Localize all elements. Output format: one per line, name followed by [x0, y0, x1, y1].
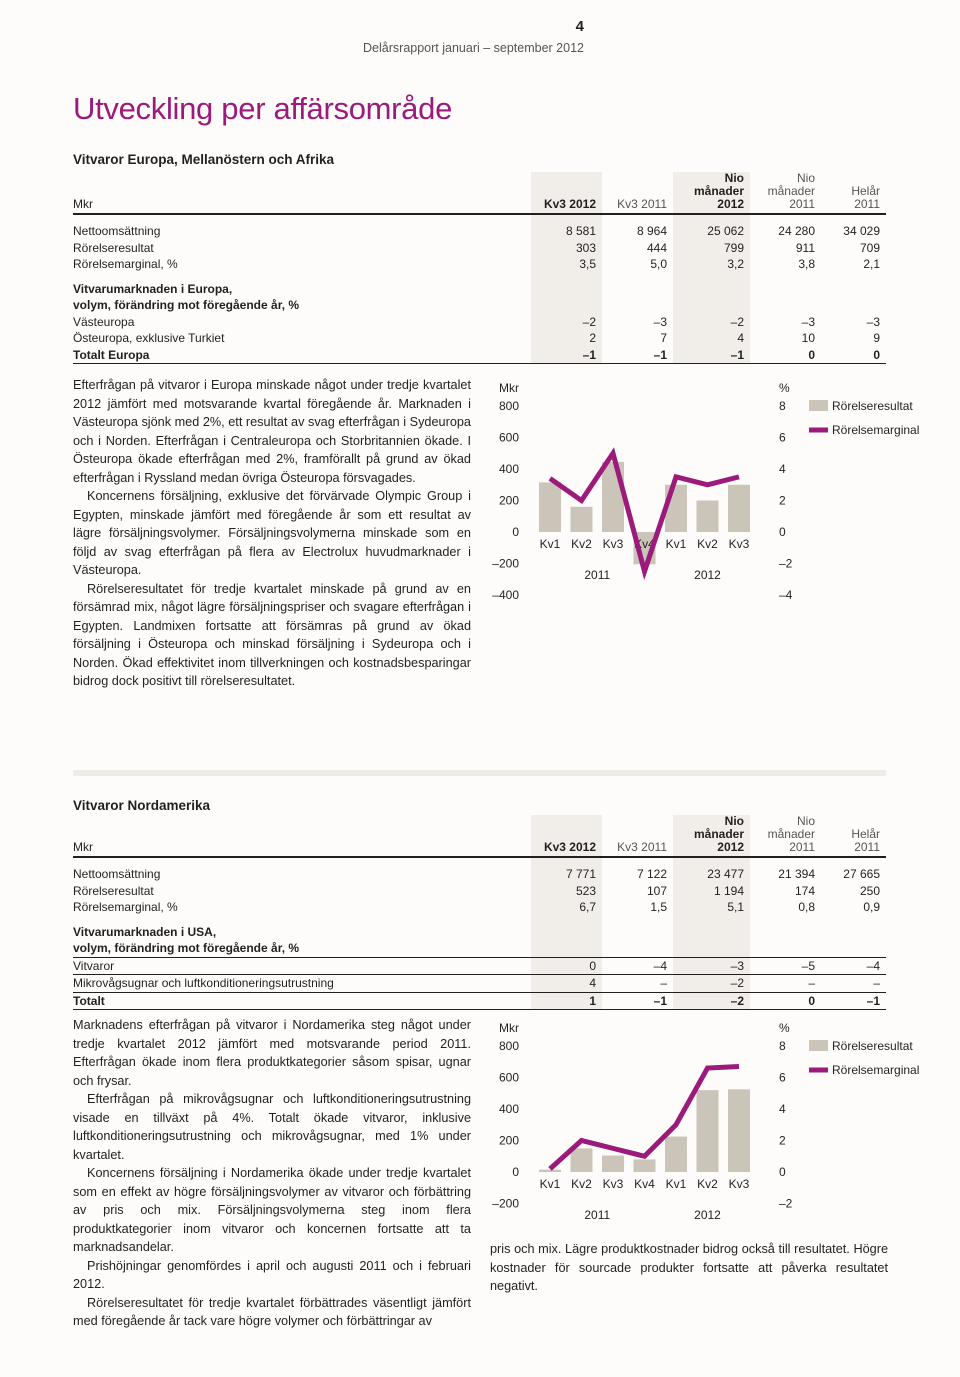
right-tick-label: 8: [779, 399, 786, 413]
paragraph: Rörelseresultatet för tredje kvartalet förbättrades väsentligt jämfört med föregående år tack vare högre volymer och förbättringar av: [73, 1295, 471, 1328]
body-text-north-america-continued: [490, 1240, 888, 1296]
category-label: Kv1: [539, 1177, 561, 1191]
col-header: Nio månader 2011: [767, 171, 815, 211]
right-tick-label: 0: [779, 1165, 786, 1179]
col-header: Helår 2011: [851, 827, 880, 854]
table-row: Vitvaror 0 –4 –3 –5 –4: [73, 957, 886, 975]
col-header: Helår 2011: [851, 184, 880, 211]
category-label: Kv1: [539, 537, 561, 551]
table-row: Rörelseresultat 523 107 1 194 174 250: [73, 883, 880, 898]
section-divider: [73, 770, 886, 776]
left-tick-label: 600: [498, 1070, 519, 1085]
col-header: Kv3 2012: [531, 815, 602, 857]
category-label: Kv3: [602, 1177, 624, 1191]
year-label: 2012: [694, 1208, 721, 1222]
legend-label: Rörelseresultat: [832, 399, 913, 413]
paragraph: Efterfrågan på mikrovågsugnar och luftkonditioneringsutrustning visade en tillväxt på 4%. Totalt ökade vitvaror, inklusive luftkonditioneringsutrustning och mikrovågsugnar, med 1% under kvartalet.: [73, 1092, 471, 1162]
chart-bar: [728, 1089, 750, 1172]
chart-bar: [539, 1170, 561, 1172]
main-title: Utveckling per affärsområde: [73, 91, 453, 126]
chart-bar: [539, 482, 561, 532]
table-row: Rörelsemarginal, % 3,5 5,0 3,2 3,8 2,1: [73, 257, 880, 271]
col-header: Nio månader 2011: [767, 814, 815, 854]
left-tick-label: –200: [492, 1196, 519, 1211]
table-row: Nettoomsättning 7 771 7 122 23 477 21 394 27 665: [73, 867, 880, 881]
table-total-row: Totalt 1 –1 –2 0 –1: [73, 992, 886, 1010]
right-tick-label: 0: [779, 525, 786, 539]
chart-bar: [602, 1155, 624, 1172]
chart-bar: [728, 485, 750, 532]
legend-label: Rörelsemarginal: [832, 423, 920, 437]
right-tick-label: –4: [779, 588, 793, 602]
category-label: Kv4: [634, 1177, 655, 1191]
paragraph: Efterfrågan på vitvaror i Europa minskade något under tredje kvartalet 2012 jämfört med motsvarande kvartal föregående år. Marknaden i Västeuropa sjönk med 2%, ett resultat av svag efterfrågan i Sydeuropa och i Norden. Efterfrågan i Centraleuropa och Storbritannien ökade. I Östeuropa ökade efterfrågan med 2%, framförallt på grund av ökad efterfrågan i Ryssland medan övriga Östeuropa försvagades.: [73, 378, 471, 485]
left-tick-label: 200: [498, 493, 519, 508]
chart-bar: [697, 501, 719, 533]
left-tick-label: 0: [512, 525, 519, 539]
right-tick-label: 2: [779, 493, 786, 508]
left-axis-label: Mkr: [499, 1021, 519, 1035]
right-tick-label: –2: [779, 556, 793, 571]
right-axis-label: %: [779, 1021, 790, 1035]
chart-bar: [665, 485, 687, 532]
category-label: Kv2: [571, 537, 592, 551]
kpi-table-north-america: [73, 815, 886, 1010]
paragraph: Marknadens efterfrågan på vitvaror i Nordamerika steg något under tredje kvartalet 2012 jämfört med motsvarande period 2011. Efterfrågan ökade inom flera produktkategorier såsom spisar, ugnar och frysar.: [73, 1018, 471, 1088]
legend-swatch-bar: [809, 400, 828, 411]
left-tick-label: 400: [498, 1102, 519, 1116]
left-tick-label: 200: [498, 1133, 519, 1148]
table-row: Mikrovågsugnar och luftkonditioneringsutrustning 4 – –2 – –: [73, 975, 886, 993]
legend-label: Rörelsemarginal: [832, 1063, 920, 1077]
left-tick-label: –400: [492, 588, 519, 602]
table-row: Rörelsemarginal, % 6,7 1,5 5,1 0,8 0,9: [73, 900, 880, 914]
paragraph: Rörelseresultatet för tredje kvartalet minskade på grund av en försämrad mix, något lägre försäljningspriser och svagare efterfrågan i Egypten. Landmixen fortsatte att försämras på grund av ökad försäljning i Östeuropa och minskad försäljning i Sydeuropa och i Norden. Ökad effektivitet inom tillverkningen och kostnadsbesparingar bidrog dock positivt till rörelseresultatet.: [73, 581, 471, 688]
market-title-row: Vitvarumarknaden i USA,: [73, 924, 886, 941]
page-number: 4: [575, 18, 584, 35]
category-label: Kv1: [665, 1177, 687, 1191]
chart-north-america: [485, 1012, 925, 1232]
left-tick-label: –200: [492, 556, 519, 571]
section-title-north-america: Vitvaror Nordamerika: [73, 798, 211, 813]
table-total-row: Totalt Europa –1 –1 –1 0 0: [73, 347, 886, 364]
paragraph: pris och mix. Lägre produktkostnader bidrog också till resultatet. Högre kostnader för sourcade produkter fortsatte att påverka resultatet negativt.: [490, 1242, 888, 1293]
market-title-row: Vitvarumarknaden i Europa,: [73, 281, 886, 298]
left-tick-label: 800: [498, 1039, 519, 1053]
paragraph: Koncernens försäljning, exklusive det förvärvade Olympic Group i Egypten, minskade jämfört med föregående år som ett resultat av lägre försäljningsvolymer. Försäljningsvolymerna minskade som en följd av svag efterfrågan på flera av Electrolux huvudmarknader i Västeuropa.: [73, 489, 471, 577]
left-tick-label: 0: [512, 1165, 519, 1179]
chart-bar: [634, 1159, 656, 1172]
table-row: Västeuropa –2 –3 –2 –3 –3: [73, 314, 880, 329]
year-label: 2011: [584, 1208, 611, 1222]
category-label: Kv1: [665, 537, 687, 551]
chart-bar: [571, 1148, 593, 1172]
body-text-europe: [73, 376, 471, 691]
col-header: Mkr: [73, 197, 93, 211]
right-tick-label: 2: [779, 1133, 786, 1148]
kpi-table-europe: [73, 172, 886, 364]
col-header: Nio månader 2012: [673, 172, 750, 214]
category-label: Kv2: [697, 1177, 718, 1191]
right-axis-label: %: [779, 381, 790, 395]
col-header: Kv3 2011: [617, 840, 667, 854]
col-header: Kv3 2011: [617, 197, 667, 211]
year-label: 2012: [694, 568, 721, 582]
col-header: Mkr: [73, 840, 93, 854]
right-tick-label: –2: [779, 1196, 793, 1211]
category-label: Kv3: [602, 537, 624, 551]
left-tick-label: 400: [498, 462, 519, 476]
section-title-europe: Vitvaror Europa, Mellanöstern och Afrika: [73, 152, 335, 167]
col-header: Nio månader 2012: [673, 815, 750, 857]
chart-europe: [485, 372, 925, 612]
left-tick-label: 600: [498, 430, 519, 445]
table-row: Rörelseresultat 303 444 799 911 709: [73, 240, 880, 255]
market-title-row: volym, förändring mot föregående år, %: [73, 940, 886, 957]
category-label: Kv2: [571, 1177, 592, 1191]
paragraph: Prishöjningar genomfördes i april och augusti 2011 och i februari 2012.: [73, 1258, 471, 1291]
table-row: Nettoomsättning 8 581 8 964 25 062 24 280 34 029: [73, 224, 880, 238]
right-tick-label: 4: [779, 1102, 786, 1116]
category-label: Kv3: [728, 1177, 750, 1191]
right-tick-label: 4: [779, 462, 786, 476]
left-axis-label: Mkr: [499, 381, 519, 395]
table-row: Östeuropa, exklusive Turkiet 2 7 4 10 9: [73, 331, 880, 345]
year-label: 2011: [584, 568, 611, 582]
category-label: Kv4: [634, 537, 655, 551]
left-tick-label: 800: [498, 399, 519, 413]
body-text-north-america: [73, 1016, 471, 1331]
right-tick-label: 6: [779, 430, 786, 445]
report-title: Delårsrapport januari – september 2012: [363, 41, 584, 55]
category-label: Kv2: [697, 537, 718, 551]
chart-bar: [697, 1090, 719, 1172]
legend-label: Rörelseresultat: [832, 1039, 913, 1053]
market-title-row: volym, förändring mot föregående år, %: [73, 297, 886, 314]
paragraph: Koncernens försäljning i Nordamerika ökade under tredje kvartalet som en effekt av högre försäljningsvolymer av vitvaror och förbättring av pris och mix. Försäljningsvolymerna steg inom flera produktkategorier inom vitvaror och koncernen fortsatte att ta marknadsandelar.: [73, 1166, 471, 1254]
chart-bar: [665, 1137, 687, 1172]
col-header: Kv3 2012: [531, 172, 602, 214]
right-tick-label: 6: [779, 1070, 786, 1085]
chart-bar: [571, 507, 593, 532]
right-tick-label: 8: [779, 1039, 786, 1053]
legend-swatch-bar: [809, 1040, 828, 1051]
category-label: Kv3: [728, 537, 750, 551]
